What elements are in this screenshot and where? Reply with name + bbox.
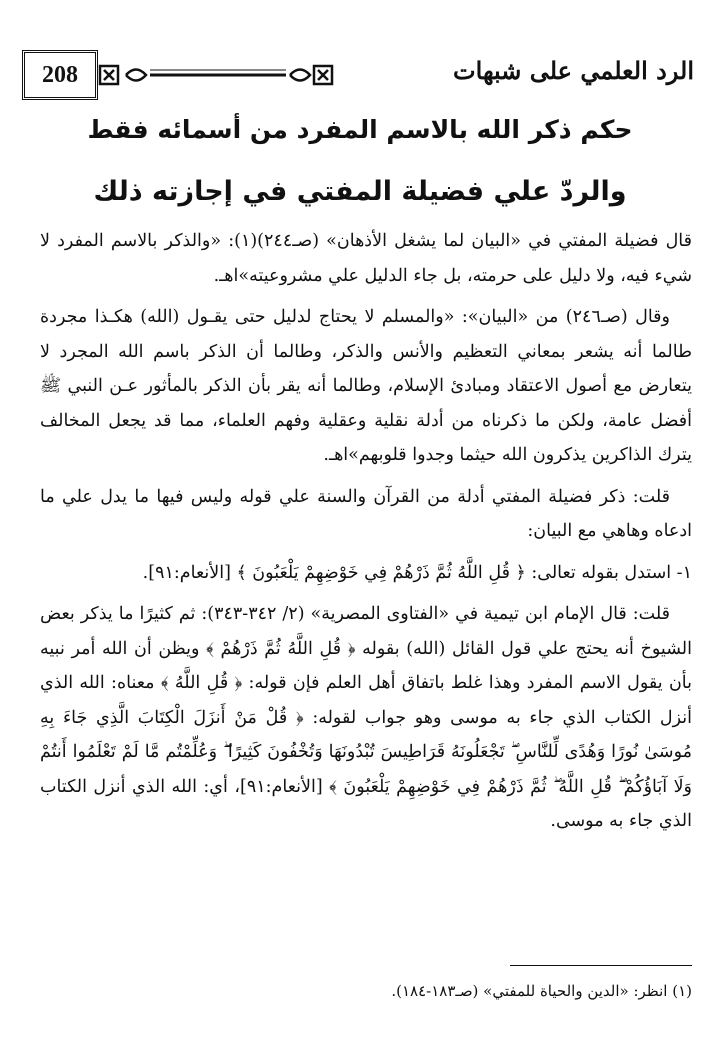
- body-text: [40, 224, 692, 846]
- chapter-title: حكم ذكر الله بالاسم المفرد من أسمائه فقط: [87, 115, 633, 144]
- header-ornament: [96, 60, 336, 90]
- page-number: 208: [22, 50, 98, 100]
- chapter-titles: [40, 112, 680, 210]
- paragraph-3: قلت: ذكر فضيلة المفتي أدلة من القرآن والسنة علي قوله وليس فيها ما يدل علي ما ادعاه وهاهي مع البيان:: [40, 486, 692, 541]
- page-header: [22, 50, 694, 106]
- paragraph-2: وقال (صـ٢٤٦) من «البيان»: «والمسلم لا يحتاج لدليل حتى يقـول (الله) هكـذا مجردة طالما أنه يشعر بمعاني التعظيم والأنس والذكر، وطالما أن الذكر باسم الله المجرد لا يتعارض مع أصول الاعتقاد ومبادئ الإسلام، وطالما أنه يقر بأن الذكر بالمأثور عـن النبي ﷺ أفضل عامة، ولكن ما ذكرناه من أدلة نقلية وعقلية وفهم العلماء، مما قد يجعل المخالف يترك الذاكرين يذكرون الله حيثما وجدوا قلوبهم»اهـ.: [40, 307, 692, 465]
- paragraph-1: قال فضيلة المفتي في «البيان لما يشغل الأذهان» (صـ٢٤٤)(١): «والذكر بالاسم المفرد لا شيء فيه، ولا دليل على حرمته، بل جاء الدليل علي مشروعيته»اهـ.: [40, 231, 692, 286]
- chapter-subtitle: والردّ علي فضيلة المفتي في إجازته ذلك: [93, 176, 627, 207]
- footnote: (١) انظر: «الدين والحياة للمفتي» (صـ١٨٣-١٨٤).: [391, 982, 692, 1000]
- paragraph-4: ١- استدل بقوله تعالى: ﴿ قُلِ اللَّهُ ثُمَّ ذَرْهُمْ فِي خَوْضِهِمْ يَلْعَبُونَ ﴾ [الأنعام:٩١].: [142, 562, 692, 583]
- running-title: الرد العلمي على شبهات: [453, 56, 694, 85]
- footnote-divider: [510, 965, 692, 966]
- paragraph-5: قلت: قال الإمام ابن تيمية في «الفتاوى المصرية» (٢/ ٣٤٢-٣٤٣): ثم كثيرًا ما يذكر بعض الشيوخ أنه يحتج علي قول القائل (الله) بقوله ﴿ قُلِ اللَّهُ ثُمَّ ذَرْهُمْ ﴾ ويظن أن الله أمر نبيه بأن يقول الاسم المفرد وهذا غلط باتفاق أهل العلم فإن قوله: ﴿ قُلِ اللَّهُ ﴾ معناه: الله الذي أنزل الكتاب الذي جاء به موسى وهو جواب لقوله: ﴿ قُلْ مَنْ أَنزَلَ الْكِتَابَ الَّذِي جَاءَ بِهِ مُوسَىٰ نُورًا وَهُدًى لِّلنَّاسِ ۖ تَجْعَلُونَهُ قَرَاطِيسَ تُبْدُونَهَا وَتُخْفُونَ كَثِيرًا ۖ وَعُلِّمْتُم مَّا لَمْ تَعْلَمُوا أَنتُمْ وَلَا آبَاؤُكُمْ ۖ قُلِ اللَّهُ ۖ ثُمَّ ذَرْهُمْ فِي خَوْضِهِمْ يَلْعَبُونَ ﴾ [الأنعام:٩١]، أي: الله الذي أنزل الكتاب الذي جاء به موسى.: [40, 604, 693, 831]
